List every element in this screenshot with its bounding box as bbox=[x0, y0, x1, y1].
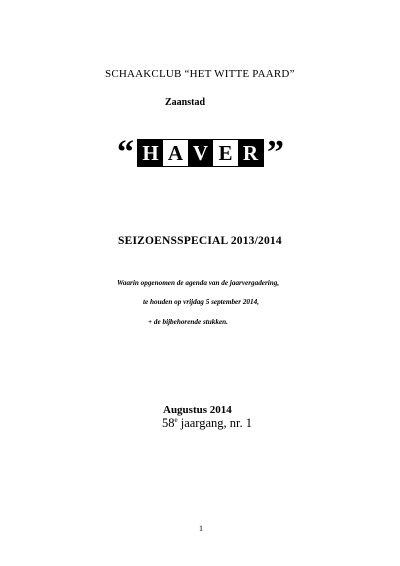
volume-rest: jaargang, nr. 1 bbox=[177, 416, 253, 430]
banner-letter-r: R bbox=[238, 140, 263, 166]
banner-letter-a: A bbox=[163, 140, 188, 166]
club-name: SCHAAKCLUB “HET WITTE PAARD” bbox=[105, 68, 295, 80]
open-quote: “ bbox=[117, 134, 134, 171]
banner-letters bbox=[137, 139, 264, 167]
club-city: Zaanstad bbox=[165, 97, 206, 108]
description-line-2: te houden op vrijdag 5 september 2014, bbox=[143, 298, 259, 306]
issue-date: Augustus 2014 bbox=[163, 404, 232, 416]
volume-suffix: e bbox=[174, 415, 178, 424]
banner-letter-e: E bbox=[213, 140, 238, 166]
description-line-1: Waarin opgenomen de agenda van de jaarvergadering, bbox=[117, 279, 280, 287]
close-quote: ” bbox=[267, 134, 284, 171]
description-line-3: + de bijbehorende stukken. bbox=[148, 318, 228, 326]
banner-letter-v: V bbox=[188, 140, 213, 166]
season-title: SEIZOENSSPECIAL 2013/2014 bbox=[118, 235, 282, 247]
banner-letter-h: H bbox=[138, 140, 163, 166]
issue-volume bbox=[162, 416, 252, 431]
haver-title-banner bbox=[117, 134, 284, 171]
page-number: 1 bbox=[199, 524, 203, 533]
volume-number: 58 bbox=[162, 416, 175, 430]
